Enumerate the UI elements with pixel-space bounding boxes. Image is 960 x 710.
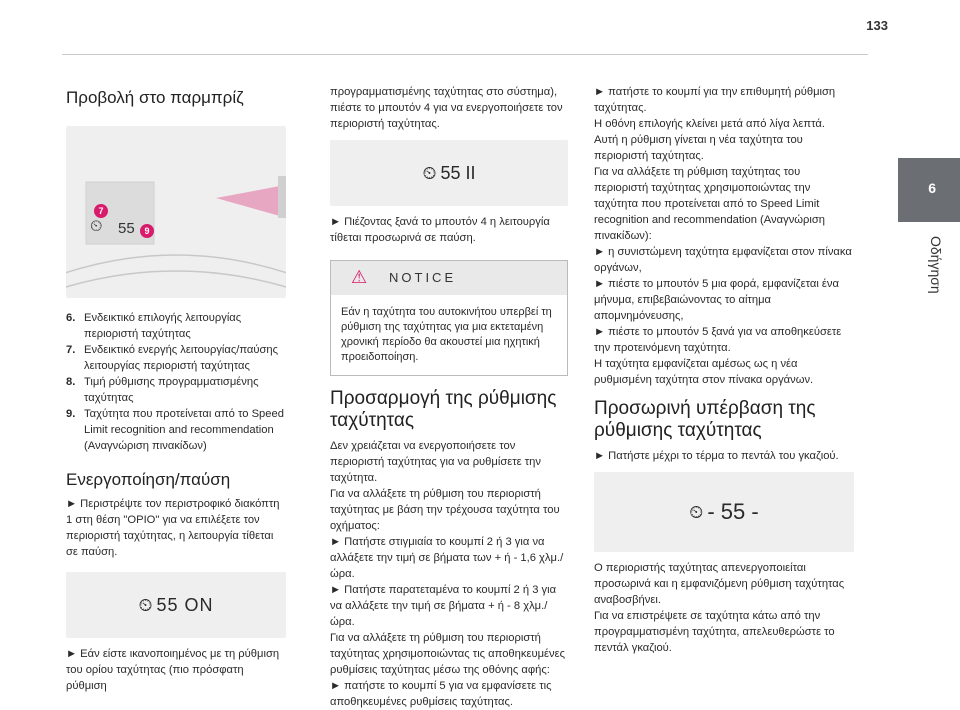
section-heading-override: Προσωρινή υπέρβαση της ρύθμισης ταχύτητας — [594, 398, 816, 441]
notice-header — [331, 261, 567, 295]
paragraph: ► Εάν είστε ικανοποιημένος με τη ρύθμιση του ορίου ταχύτητας (πιο πρόσφατη ρύθμιση — [66, 648, 280, 692]
paragraph: ► πατήστε το κουμπί για την επιθυμητή ρύθμιση ταχύτητας. — [594, 86, 836, 114]
header-rule — [62, 54, 868, 55]
paragraph: Η ταχύτητα εμφανίζεται αμέσως ως η νέα ρυθμισμένη ταχύτητα στον πίνακα οργάνων. — [594, 358, 814, 386]
speedometer-icon: ⏲ — [90, 218, 103, 235]
paragraph: Για να αλλάξετε τη ρύθμιση ταχύτητας του περιοριστή ταχύτητας χρησιμοποιώντας την ταχύτητα που προτείνεται από το Speed Limit recognition and recommendation (Αναγνώριση πινακίδων): — [594, 166, 825, 242]
speed-flashing-figure — [594, 472, 854, 552]
paragraph: Για να επιστρέψετε σε ταχύτητα κάτω από την προγραμματισμένη ταχύτητα, απελευθερώστε το πεντάλ γκαζιού. — [594, 610, 835, 654]
paragraph: ► Πατήστε παρατεταμένα το κουμπί 2 ή 3 για να αλλάξετε την τιμή σε βήματα + ή - 8 χλμ./ώρα. — [330, 584, 557, 628]
paragraph: Η οθόνη επιλογής κλείνει μετά από λίγα λεπτά. — [594, 118, 825, 130]
warning-icon: ⚠ — [351, 267, 368, 287]
hud-speed-value: 55 — [118, 220, 135, 237]
paragraph: ► Πιέζοντας ξανά το μπουτόν 4 η λειτουργία τίθεται προσωρινά σε παύση. — [330, 216, 550, 244]
paragraph: Για να αλλάξετε τη ρύθμιση του περιοριστή ταχύτητας χρησιμοποιώντας τις αποθηκευμένες ρυθμίσεις ταχύτητας μέσω της οθόνης αφής: — [330, 632, 565, 676]
hud-figure — [66, 126, 286, 298]
speed-pause-figure — [330, 140, 568, 206]
list-item: 9. Ταχύτητα που προτείνεται από το Speed Limit recognition and recommendation (Αναγνώριση πινακίδων) — [66, 408, 284, 452]
paragraph: ► πατήστε το κουμπί 5 για να εμφανίσετε τις αποθηκευμένες ρυθμίσεις ταχύτητας. — [330, 680, 552, 708]
section-heading-hud: Προβολή στο παρμπρίζ — [66, 88, 244, 107]
paragraph: ► Πατήστε στιγμιαία το κουμπί 2 ή 3 για να αλλάξετε την τιμή σε βήματα των + ή - 1,6 χλμ./ώρα. — [330, 536, 564, 580]
chapter-number: 6 — [928, 180, 936, 196]
paragraph: προγραμματισμένης ταχύτητας στο σύστημα), πιέστε το μπουτόν 4 για να ενεργοποιήσετε τον περιοριστή ταχύτητας. — [330, 86, 563, 130]
speed-on-figure — [66, 572, 286, 638]
page-number: 133 — [866, 18, 888, 33]
paragraph: ► πιέστε το μπουτόν 5 μια φορά, εμφανίζεται ένα μήνυμα, επιβεβαιώνοντας το αίτημα απομνημόνευσης, — [594, 278, 839, 322]
list-item: 6. Ενδεικτικό επιλογής λειτουργίας περιοριστή ταχύτητας — [66, 312, 242, 340]
section-heading-activation: Ενεργοποίηση/παύση — [66, 470, 231, 489]
speedometer-icon: ⏲ — [138, 594, 153, 615]
icon-label: 55 II — [440, 162, 476, 183]
speedometer-icon: ⏲ — [689, 501, 704, 522]
paragraph: Ο περιοριστής ταχύτητας απενεργοποιείται προσωρινά και η εμφανιζόμενη ρύθμιση ταχύτητας αναβοσβήνει. — [594, 562, 845, 606]
paragraph: ► Πατήστε μέχρι το τέρμα το πεντάλ του γκαζιού. — [594, 450, 839, 462]
paragraph: ► Περιστρέψτε τον περιστροφικό διακόπτη 1 στη θέση "ΟΡΙΟ" για να επιλέξετε τον περιοριστή ταχύτητας, η λειτουργία τίθεται σε παύση. — [66, 498, 280, 558]
column-3 — [594, 78, 854, 656]
column-1 — [66, 78, 286, 694]
section-heading-adjust: Προσαρμογή της ρύθμισης ταχύτητας — [330, 388, 557, 431]
paragraph: Αυτή η ρύθμιση γίνεται η νέα ταχύτητα του περιοριστή ταχύτητας. — [594, 134, 803, 162]
callout-7: 7 — [94, 204, 108, 218]
icon-label: 55 ON — [156, 594, 214, 615]
notice-body: Εάν η ταχύτητα του αυτοκινήτου υπερβεί τη ρύθμιση της ταχύτητας για μια εκτεταμένη χρονική περίοδο θα ακουστεί μια ηχητική προειδοποίηση. — [341, 306, 552, 363]
legend-list — [66, 310, 286, 454]
notice-box — [330, 260, 568, 376]
paragraph: ► η συνιστώμενη ταχύτητα εμφανίζεται στον πίνακα οργάνων, — [594, 246, 852, 274]
paragraph: Για να αλλάξετε τη ρύθμιση του περιοριστή ταχύτητας με βάση την τρέχουσα ταχύτητα του οχήματος: — [330, 488, 560, 532]
callout-9: 9 — [140, 224, 154, 238]
icon-label: - 55 - — [707, 499, 759, 524]
chapter-label: Οδήγηση — [928, 236, 944, 294]
paragraph: ► πιέστε το μπουτόν 5 ξανά για να αποθηκεύσετε την προτεινόμενη ταχύτητα. — [594, 326, 842, 354]
paragraph: Δεν χρειάζεται να ενεργοποιήσετε τον περιοριστή ταχύτητας για να ρυθμίσετε την ταχύτητα. — [330, 440, 541, 484]
list-item: 8. Τιμή ρύθμισης προγραμματισμένης ταχύτητας — [66, 376, 259, 404]
speedometer-icon: ⏲ — [422, 162, 437, 183]
column-2 — [330, 78, 568, 710]
notice-title: NOTICE — [389, 270, 457, 285]
list-item: 7. Ενδεικτικό ενεργής λειτουργίας/παύσης λειτουργίας περιοριστή ταχύτητας — [66, 344, 279, 372]
